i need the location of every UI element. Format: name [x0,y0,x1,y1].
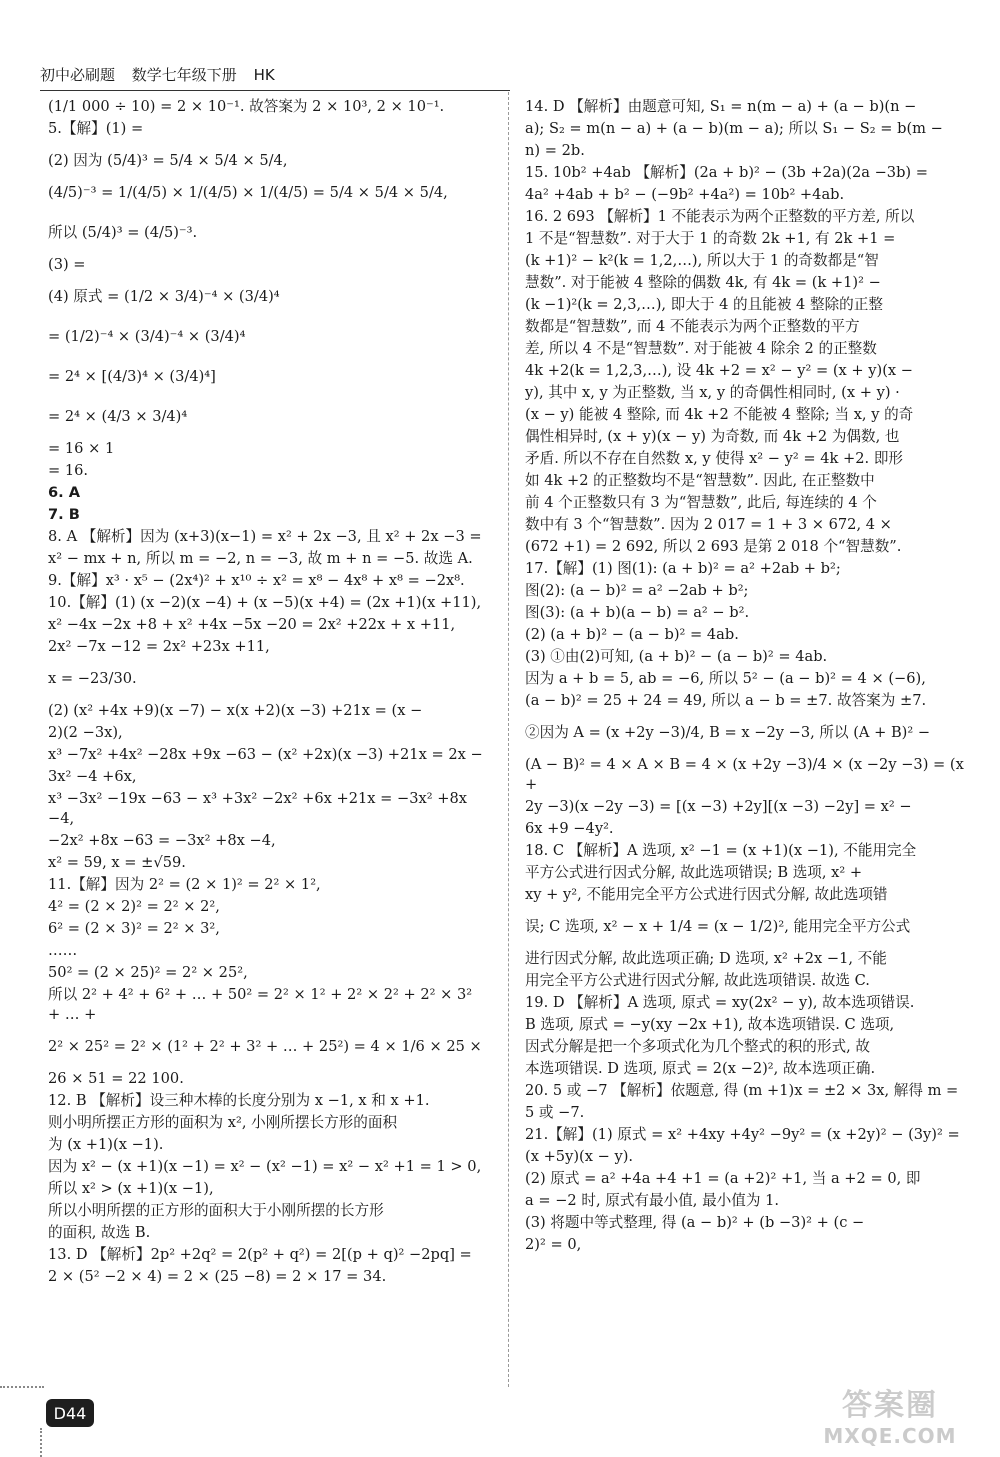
answer-line: xy + y², 不能用完全平方公式进行因式分解, 故此选项错 [525,886,888,903]
answer-line: 偶性相异时, (x + y)(x − y) 为奇数, 而 4k +2 为偶数, 也 [525,428,900,445]
answer-line: ②因为 A = (x +2y −3)/4, B = x −2y −3, 所以 (A + B)² − [525,724,931,741]
answer-line: (x +5y)(x − y). [525,1148,634,1165]
answer-line: = 16 × 1 [48,440,115,457]
answer-line: 14. D 【解析】由题意可知, S₁ = n(m − a) + (a − b)(n − [525,98,917,115]
answer-line: (2) 因为 (5/4)³ = 5/4 × 5/4 × 5/4, [48,152,288,169]
answer-line: −2x² +8x −63 = −3x² +8x −4, [48,832,276,849]
answer-line: 所以 2² + 4² + 6² + … + 50² = 2² × 1² + 2² × 2² + 2² × 3² + … + [48,986,477,1023]
answer-line: 用完全平方公式进行因式分解, 故此选项错误. 故选 C. [525,972,870,989]
answer-line: (3) 将题中等式整理, 得 (a − b)² + (b −3)² + (c − [525,1214,865,1231]
answer-line: (1/1 000 ÷ 10) = 2 × 10⁻¹. 故答案为 2 × 10³, 2 × 10⁻¹. [48,98,445,115]
page-number-badge: D44 [46,1399,94,1427]
answer-line: a = −2 时, 原式有最小值, 最小值为 1. [525,1192,780,1209]
answer-line: (3) = [48,256,86,273]
page-dots-decoration-vertical [40,1428,42,1457]
answer-line: 6. A [48,484,81,501]
right-answer-column [525,96,970,1256]
answer-line: (k +1)² − k²(k = 1,2,…), 所以大于 1 的奇数都是“智 [525,252,879,269]
left-answer-column [48,96,488,1288]
answer-line: (k −1)²(k = 2,3,…), 即大于 4 的且能被 4 整除的正整 [525,296,883,313]
answer-line: 如 4k +2 的正整数均不是“智慧数”. 因此, 在正整数中 [525,472,875,489]
answer-line: 因为 x² − (x +1)(x −1) = x² − (x² −1) = x² − x² +1 = 1 > 0, [48,1158,482,1175]
answer-line: 7. B [48,506,80,523]
answer-line: (2) (x² +4x +9)(x −7) − x(x +2)(x −3) +21x = (x − [48,702,423,719]
answer-line: 前 4 个正整数只有 3 为“智慧数”, 此后, 每连续的 4 个 [525,494,877,511]
answer-line: 2)(2 −3x), [48,724,123,741]
answer-line: 所以 (5/4)³ = (4/5)⁻³. [48,224,198,241]
watermark-url: MXQE.COM [823,1424,957,1448]
answer-line: 本选项错误. D 选项, 原式 = 2(x −2)², 故本选项正确. [525,1060,876,1077]
answer-line: 数中有 3 个“智慧数”. 因为 2 017 = 1 + 3 × 672, 4 × [525,516,892,533]
answer-line: = (1/2)⁻⁴ × (3/4)⁻⁴ × (3/4)⁴ [48,328,246,345]
answer-line: 6² = (2 × 3)² = 2² × 3², [48,920,220,937]
answer-line: (2) (a + b)² − (a − b)² = 4ab. [525,626,739,643]
answer-line: 进行因式分解, 故此选项正确; D 选项, x² +2x −1, 不能 [525,950,887,967]
answer-line: 则小明所摆正方形的面积为 x², 小刚所摆长方形的面积 [48,1114,398,1131]
answer-line: 8. A 【解析】因为 (x+3)(x−1) = x² + 2x −3, 且 x² + 2x −3 = [48,528,482,545]
answer-line: 慧数”. 对于能被 4 整除的偶数 4k, 有 4k = (k +1)² − [525,274,881,291]
answer-line: 6x +9 −4y². [525,820,614,837]
answer-line: 18. C 【解析】A 选项, x² −1 = (x +1)(x −1), 不能用完全 [525,842,917,859]
answer-line: 2x² −7x −12 = 2x² +23x +11, [48,638,270,655]
answer-line: x³ −3x² −19x −63 − x³ +3x² −2x² +6x +21x = −3x² +8x −4, [48,790,472,827]
answer-line: (A − B)² = 4 × A × B = 4 × (x +2y −3)/4 × (x −2y −3) = (x + [525,756,969,793]
answer-line: x = −23/30. [48,670,137,687]
answer-line: 20. 5 或 −7 【解析】依题意, 得 (m +1)x = ±2 × 3x, 解得 m = [525,1082,959,1099]
answer-line: 差, 所以 4 不是“智慧数”. 对于能被 4 除余 2 的正整数 [525,340,877,357]
answer-line: 2² × 25² = 2² × (1² + 2² + 3² + … + 25²) = 4 × 1/6 × 25 × [48,1038,482,1055]
answer-line: 13. D 【解析】2p² +2q² = 2(p² + q²) = 2[(p + q)² −2pq] = [48,1246,472,1263]
answer-line: 4² = (2 × 2)² = 2² × 2², [48,898,220,915]
answer-line: …… [48,942,78,959]
answer-line: 15. 10b² +4ab 【解析】(2a + b)² − (3b +2a)(2a −3b) = [525,164,928,181]
answer-line: 4a² +4ab + b² − (−9b² +4a²) = 10b² +4ab. [525,186,845,203]
answer-line: 1 不是“智慧数”. 对于大于 1 的奇数 2k +1, 有 2k +1 = [525,230,896,247]
answer-line: (3) ①由(2)可知, (a + b)² − (a − b)² = 4ab. [525,648,828,665]
answer-line: x² −4x −2x +8 + x² +4x −5x −20 = 2x² +22x + x +11, [48,616,456,633]
answer-line: 所以 x² > (x +1)(x −1), [48,1180,214,1197]
answer-line: 10.【解】(1) (x −2)(x −4) + (x −5)(x +4) = (2x +1)(x +11), [48,594,482,611]
answer-line: 图(2): (a − b)² = a² −2ab + b²; [525,582,749,599]
answer-line: 21.【解】(1) 原式 = x² +4xy +4y² −9y² = (x +2y)² − (3y)² = [525,1126,960,1143]
answer-line: 2 × (5² −2 × 4) = 2 × (25 −8) = 2 × 17 = 34. [48,1268,387,1285]
page-header [40,64,510,91]
answer-line: (672 +1) = 2 692, 所以 2 693 是第 2 018 个“智慧数”. [525,538,902,555]
answer-line: 数都是“智慧数”, 而 4 不能表示为两个正整数的平方 [525,318,860,335]
answer-line: (a − b)² = 25 + 24 = 49, 所以 a − b = ±7. 故答案为 ±7. [525,692,927,709]
answer-line: B 选项, 原式 = −y(xy −2x +1), 故本选项错误. C 选项, [525,1016,895,1033]
watermark-logo [800,1384,980,1448]
answer-line: a); S₂ = m(n − a) + (a − b)(m − a); 所以 S₁ − S₂ = b(m − [525,120,943,137]
answer-line: 4k +2(k = 1,2,3,…), 设 4k +2 = x² − y² = (x + y)(x − [525,362,914,379]
answer-line: (4/5)⁻³ = 1/(4/5) × 1/(4/5) × 1/(4/5) = 5/4 × 5/4 × 5/4, [48,184,448,201]
answer-line: 16. 2 693 【解析】1 不能表示为两个正整数的平方差, 所以 [525,208,915,225]
answer-line: 2y −3)(x −2y −3) = [(x −3) +2y][(x −3) −2y] = x² − [525,798,912,815]
answer-line: 2)² = 0, [525,1236,582,1253]
answer-line: 9.【解】x³ · x⁵ − (2x⁴)² + x¹⁰ ÷ x² = x⁸ − 4x⁸ + x⁸ = −2x⁸. [48,572,465,589]
answer-line: = 2⁴ × [(4/3)⁴ × (3/4)⁴] [48,368,216,385]
answer-line: 26 × 51 = 22 100. [48,1070,184,1087]
answer-line: 因式分解是把一个多项式化为几个整式的积的形式, 故 [525,1038,870,1055]
answer-line: x² − mx + n, 所以 m = −2, n = −3, 故 m + n = −5. 故选 A. [48,550,473,567]
answer-line: 为 (x +1)(x −1). [48,1136,164,1153]
header-edition: HK [253,66,275,84]
answer-line: x³ −7x² +4x² −28x +9x −63 − (x² +2x)(x −3) +21x = 2x − [48,746,483,763]
answer-line: 17.【解】(1) 图(1): (a + b)² = a² +2ab + b²; [525,560,841,577]
watermark-text: 答案圈 [842,1388,938,1423]
answer-line: 3x² −4 +6x, [48,768,137,785]
header-subject: 数学七年级下册 [131,66,237,84]
answer-line: 图(3): (a + b)(a − b) = a² − b². [525,604,750,621]
answer-line: 12. B 【解析】设三种木棒的长度分别为 x −1, x 和 x +1. [48,1092,430,1109]
answer-line: x² = 59, x = ±√59. [48,854,186,871]
page-dots-decoration [0,1386,44,1388]
answer-line: y), 其中 x, y 为正整数, 当 x, y 的奇偶性相同时, (x + y) · [525,384,900,401]
answer-line: (4) 原式 = (1/2 × 3/4)⁻⁴ × (3/4)⁴ [48,288,280,305]
answer-line: 5.【解】(1) = [48,120,144,137]
column-divider [508,92,509,1387]
answer-line: 5 或 −7. [525,1104,585,1121]
answer-line: 因为 a + b = 5, ab = −6, 所以 5² − (a − b)² = 4 × (−6), [525,670,926,687]
answer-line: 11.【解】因为 2² = (2 × 1)² = 2² × 1², [48,876,321,893]
answer-line: 平方公式进行因式分解, 故此选项错误; B 选项, x² + [525,864,863,881]
answer-line: 的面积, 故选 B. [48,1224,151,1241]
answer-line: = 16. [48,462,89,479]
answer-line: (x − y) 能被 4 整除, 而 4k +2 不能被 4 整除; 当 x, y 的奇 [525,406,914,423]
answer-line: 矛盾. 所以不存在自然数 x, y 使得 x² − y² = 4k +2. 即形 [525,450,904,467]
answer-line: 19. D 【解析】A 选项, 原式 = xy(2x² − y), 故本选项错误. [525,994,915,1011]
header-series: 初中必刷题 [40,66,116,84]
answer-line: = 2⁴ × (4/3 × 3/4)⁴ [48,408,188,425]
answer-line: 所以小明所摆的正方形的面积大于小刚所摆的长方形 [48,1202,384,1219]
answer-line: 50² = (2 × 25)² = 2² × 25², [48,964,248,981]
answer-line: n) = 2b. [525,142,585,159]
answer-line: 误; C 选项, x² − x + 1/4 = (x − 1/2)², 能用完全平方公式 [525,918,911,935]
answer-line: (2) 原式 = a² +4a +4 +1 = (a +2)² +1, 当 a +2 = 0, 即 [525,1170,921,1187]
